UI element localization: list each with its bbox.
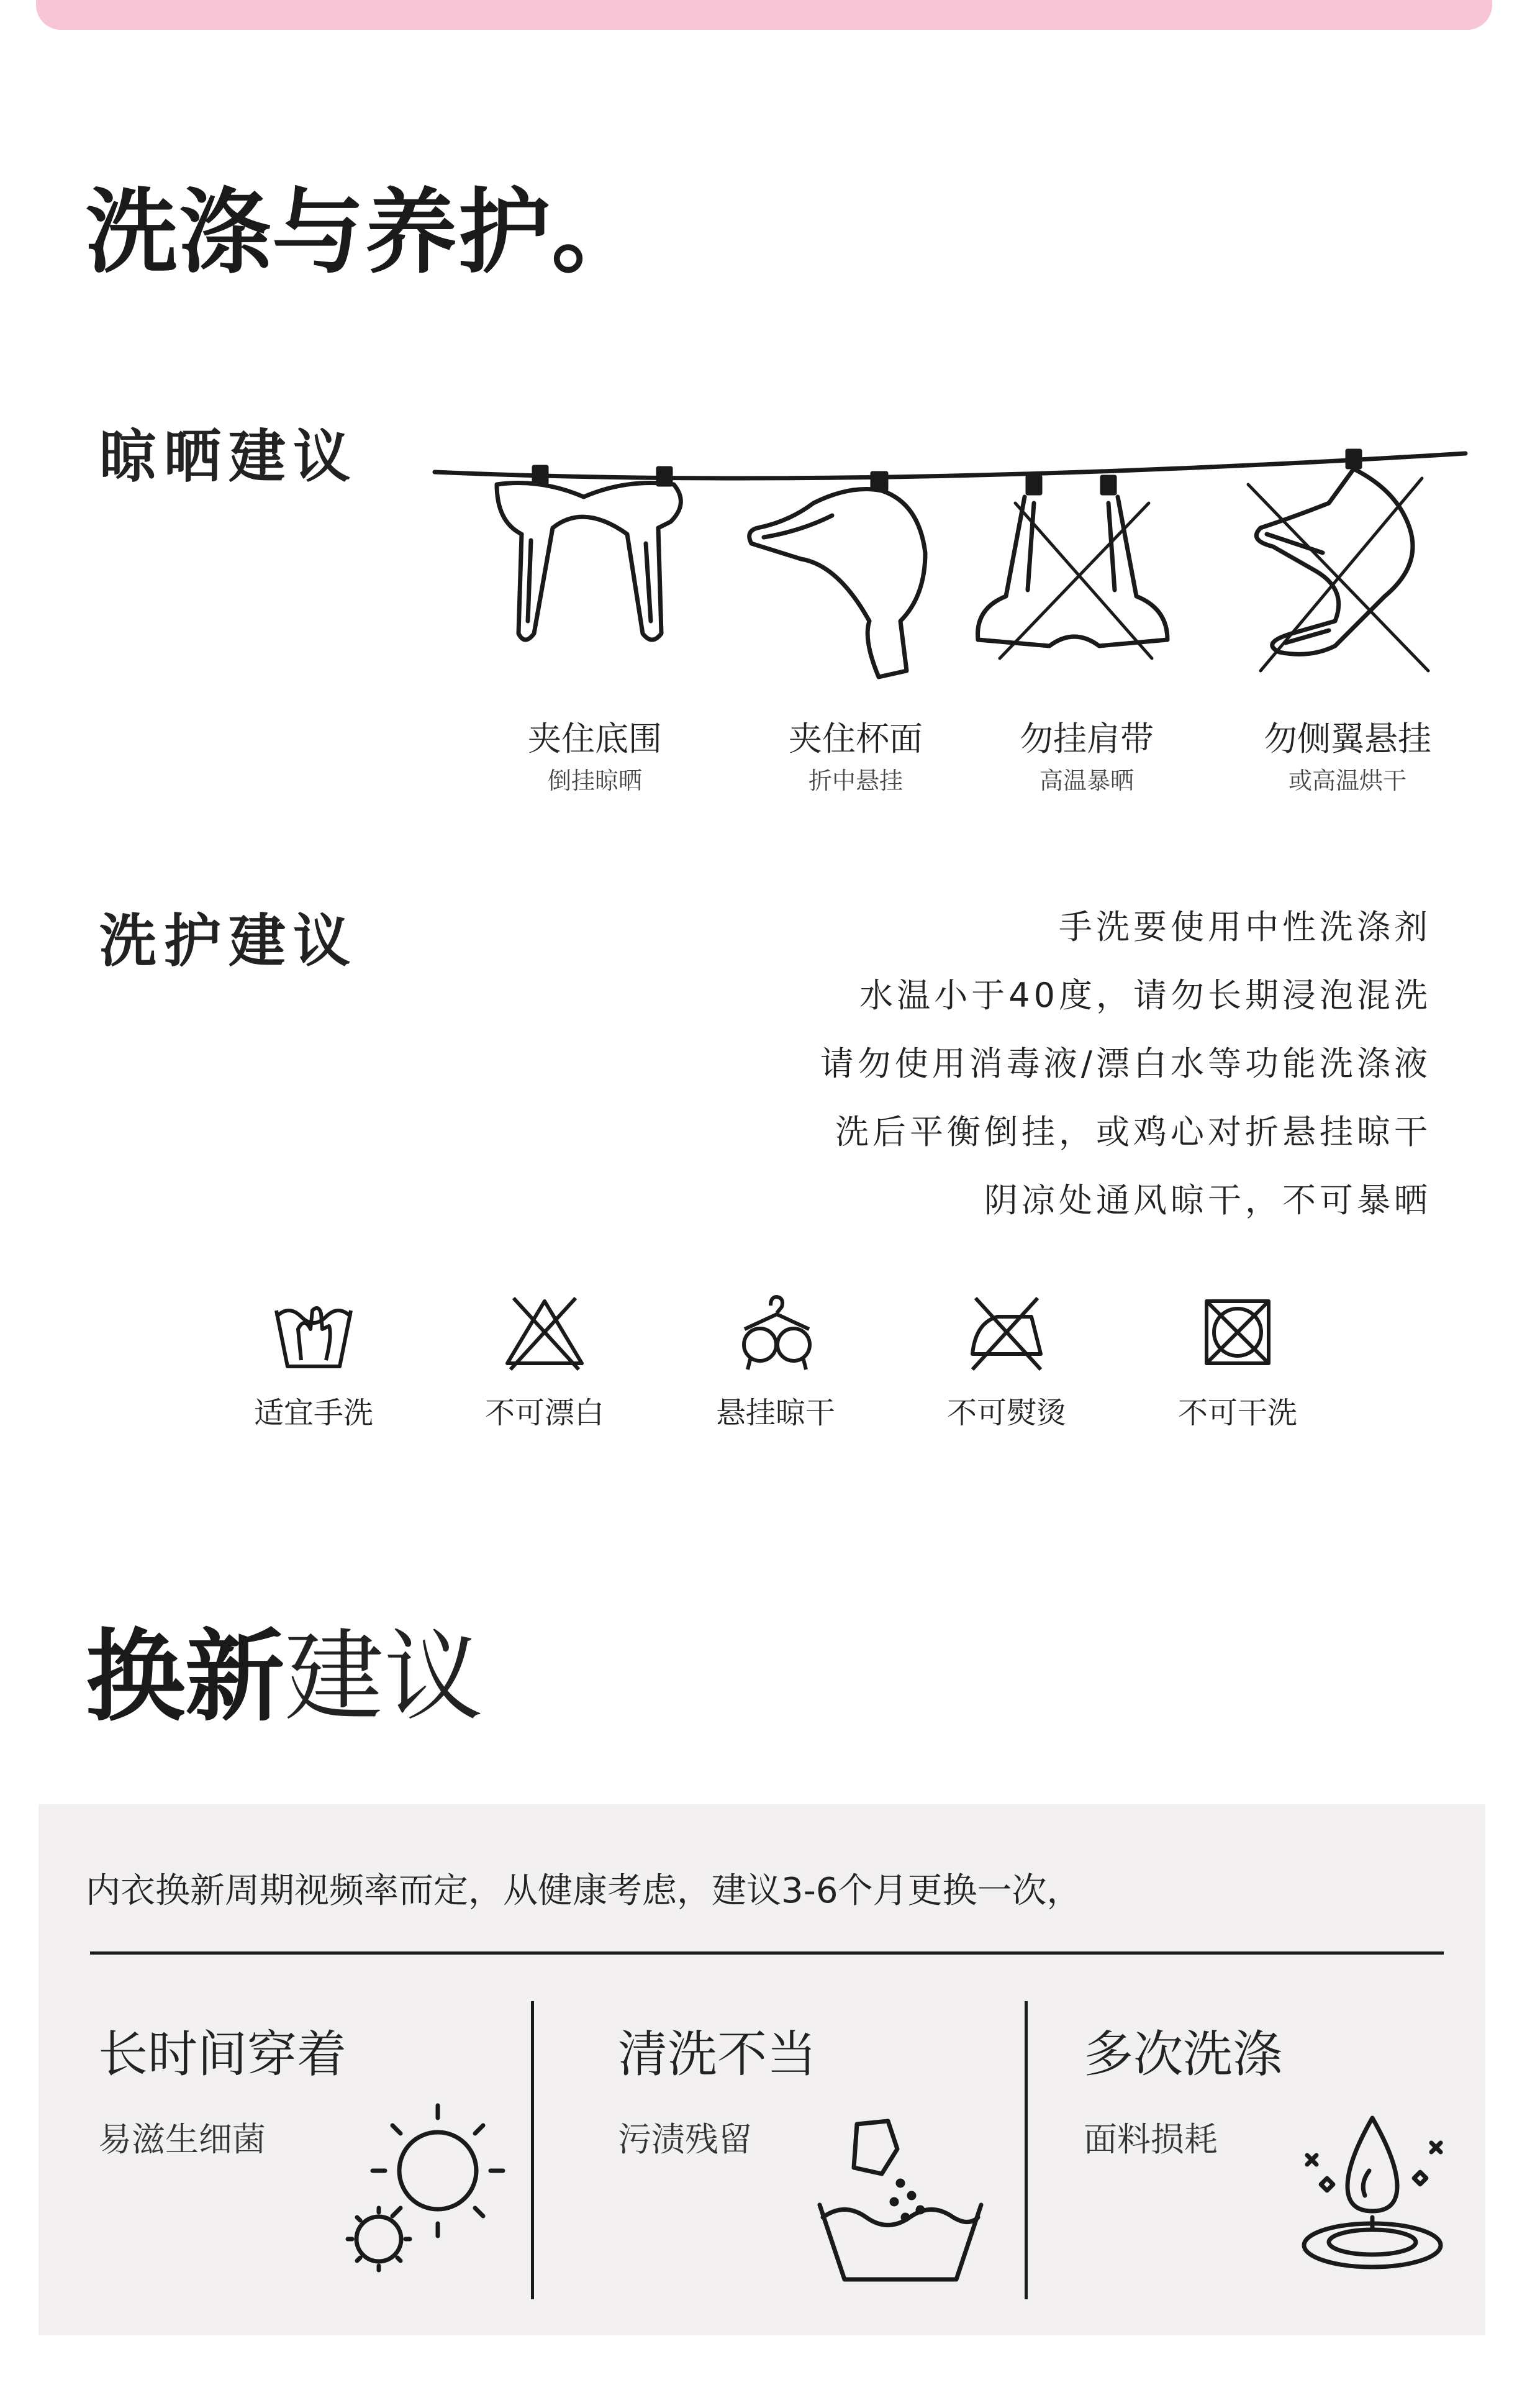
washing-line: 请勿使用消毒液/漂白水等功能洗涤液 — [820, 1044, 1431, 1083]
washing-line: 阴凉处通风晾干，不可暴晒 — [984, 1181, 1431, 1220]
water-drop-icon — [1292, 2106, 1453, 2292]
care-symbol — [1138, 1292, 1337, 1432]
drying-item-label: 勿挂肩带 — [1020, 719, 1154, 758]
sun-bacteria-icon — [335, 2099, 509, 2286]
column-divider — [531, 2001, 534, 2299]
reason-title: 清洗不当 — [618, 2025, 817, 2083]
washing-line: 手洗要使用中性洗涤剂 — [1059, 907, 1431, 947]
drying-item-note: 或高温烘干 — [1288, 767, 1406, 795]
care-symbol — [907, 1292, 1106, 1432]
care-symbol-label: 不可熨烫 — [946, 1396, 1066, 1430]
drying-item — [471, 720, 719, 794]
bra-folded-hanging-icon — [750, 473, 925, 677]
panel-divider — [90, 1951, 1444, 1955]
drying-item — [1223, 720, 1472, 794]
replace-title-light: 建议 — [284, 1619, 484, 1735]
top-banner-edge — [36, 0, 1492, 30]
clothesline — [435, 453, 1465, 478]
detergent-basin-icon — [807, 2112, 994, 2292]
drying-item-label: 夹住杯面 — [789, 719, 923, 758]
no-iron-icon — [963, 1292, 1050, 1373]
replace-title-bold: 换新 — [86, 1619, 285, 1735]
care-symbol-label: 不可漂白 — [484, 1396, 604, 1430]
washing-line: 洗后平衡倒挂，或鸡心对折悬挂晾干 — [835, 1112, 1431, 1152]
no-bleach-icon — [501, 1292, 588, 1373]
hand-wash-icon — [270, 1292, 357, 1373]
drying-item — [962, 720, 1211, 794]
drying-item — [732, 720, 980, 794]
replace-section-title — [86, 1619, 484, 1735]
drying-item-label: 夹住底围 — [528, 719, 662, 758]
drying-heading: 晾晒建议 — [99, 424, 358, 490]
care-symbol-label: 悬挂晾干 — [715, 1396, 835, 1430]
drying-item-label: 勿侧翼悬挂 — [1264, 719, 1431, 758]
reason-desc: 面料损耗 — [1084, 2120, 1218, 2159]
reason-title: 长时间穿着 — [98, 2025, 346, 2083]
care-symbol — [676, 1292, 875, 1432]
hang-dry-icon — [732, 1292, 819, 1373]
reason-title: 多次洗涤 — [1084, 2025, 1282, 2083]
bra-strap-hanging-crossed-icon — [978, 477, 1167, 658]
drying-item-note: 高温暴晒 — [1039, 767, 1134, 795]
drying-item-note: 折中悬挂 — [808, 767, 903, 795]
care-symbol — [214, 1292, 413, 1432]
reason-desc: 易滋生细菌 — [98, 2120, 266, 2159]
care-section-title: 洗涤与养护。 — [86, 179, 645, 286]
bra-side-hanging-crossed-icon — [1248, 451, 1428, 671]
no-dry-clean-icon — [1194, 1292, 1281, 1373]
reason-desc: 污渍残留 — [618, 2120, 752, 2159]
washing-line: 水温小于40度，请勿长期浸泡混洗 — [859, 976, 1431, 1015]
bra-hanging-upside-down-icon — [497, 467, 681, 640]
care-symbol — [445, 1292, 644, 1432]
drying-illustration — [428, 435, 1484, 696]
drying-item-note: 倒挂晾晒 — [547, 767, 642, 795]
column-divider — [1025, 2001, 1028, 2299]
care-symbol-label: 适宜手洗 — [253, 1396, 373, 1430]
care-symbol-label: 不可干洗 — [1177, 1396, 1297, 1430]
washing-instructions — [820, 893, 1431, 1235]
washing-heading: 洗护建议 — [99, 908, 358, 974]
replace-intro: 内衣换新周期视频率而定，从健康考虑，建议3-6个月更换一次， — [86, 1871, 1082, 1911]
